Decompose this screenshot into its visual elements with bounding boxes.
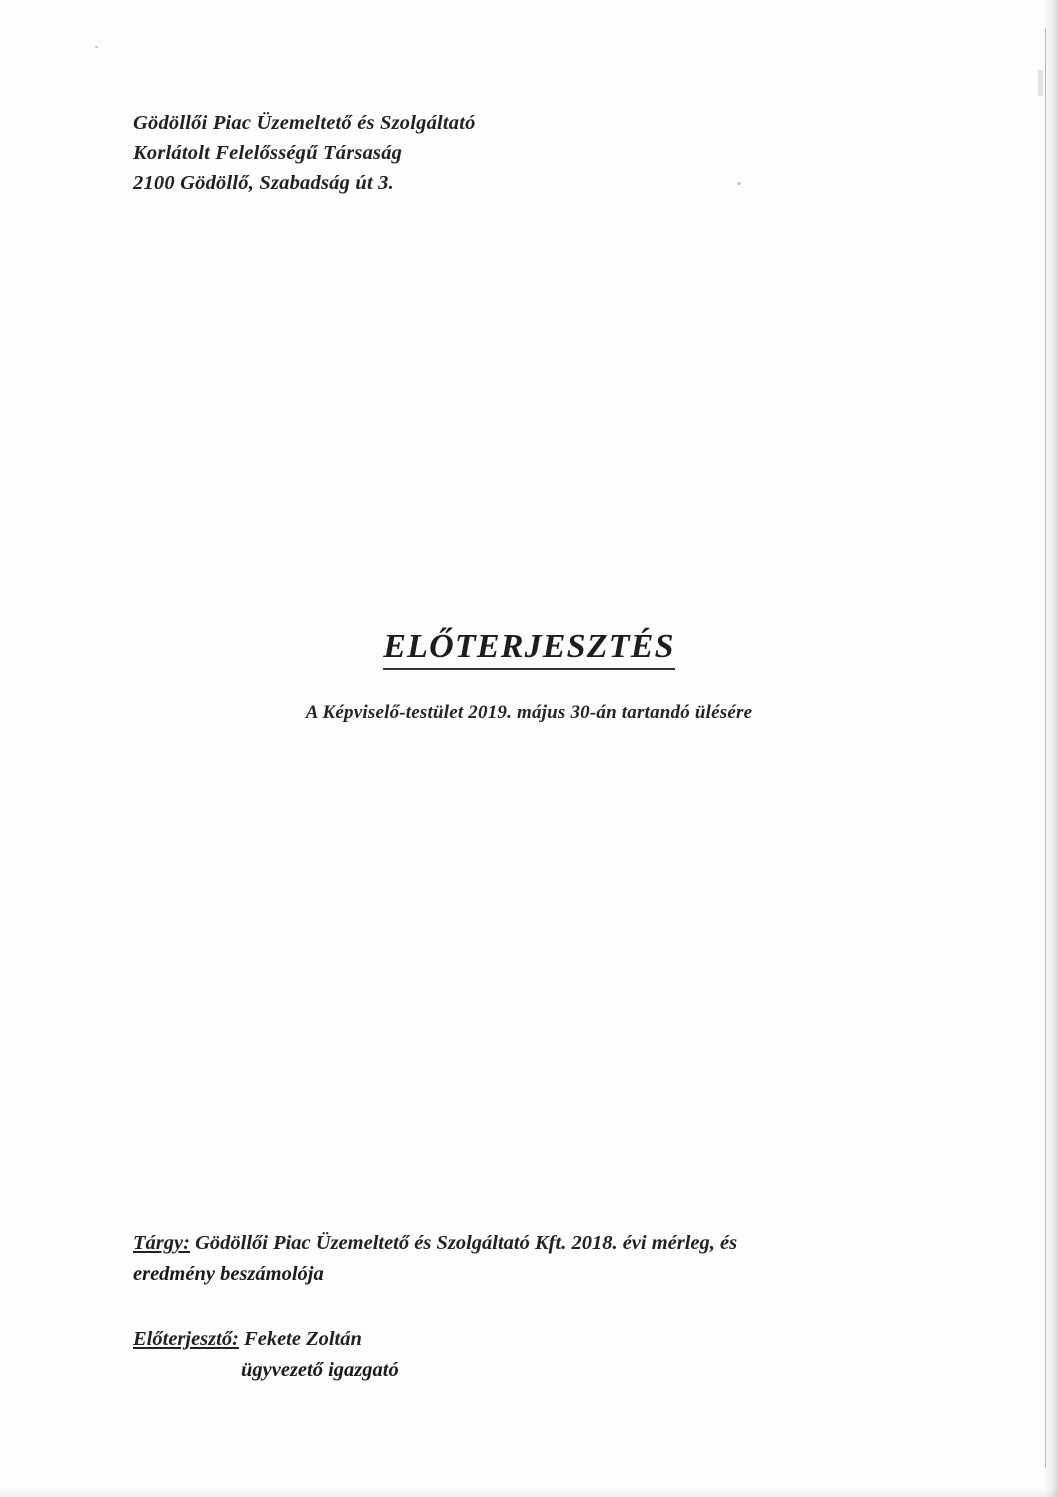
subject-label: Tárgy:	[133, 1232, 190, 1254]
presenter-name: Fekete Zoltán	[244, 1328, 362, 1350]
page-subtitle: A Képviselő-testület 2019. május 30-án tartandó ülésére	[305, 702, 753, 723]
title-block	[0, 628, 1058, 724]
presenter-label: Előterjesztő:	[133, 1328, 239, 1350]
document-meta-block	[133, 1228, 943, 1386]
page-title: ELŐTERJESZTÉS	[383, 628, 674, 670]
presenter-row	[133, 1324, 943, 1355]
subject-text-line-1: Gödöllői Piac Üzemeltető és Szolgáltató Kft. 2018. évi mérleg, és	[195, 1232, 738, 1254]
letterhead-company-line-1: Gödöllői Piac Üzemeltető és Szolgáltató	[133, 112, 476, 134]
subject-row	[133, 1228, 943, 1259]
letterhead-company-line-2: Korlátolt Felelősségű Társaság	[133, 142, 403, 164]
letterhead-address-line: 2100 Gödöllő, Szabadság út 3.	[133, 172, 394, 194]
subject-text-line-2: eredmény beszámolója	[133, 1263, 324, 1285]
presenter-role: ügyvezető igazgató	[241, 1359, 399, 1381]
letterhead	[133, 108, 773, 198]
